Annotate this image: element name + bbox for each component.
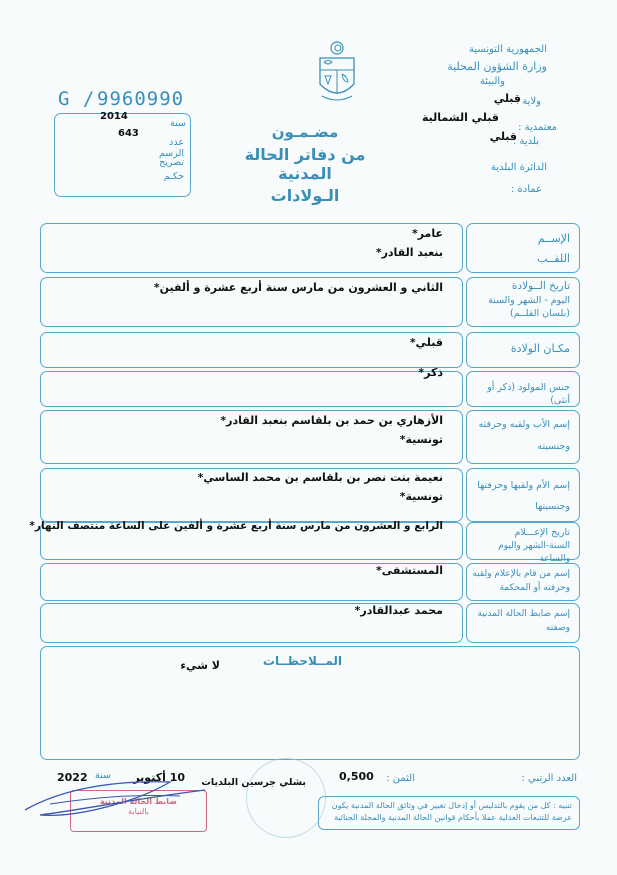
signature-icon	[20, 770, 210, 830]
baladia-label: بلدية :	[512, 136, 539, 147]
serial-number: 9960990	[97, 88, 185, 110]
row-declarant-value: المستشفى*	[376, 564, 443, 577]
row-declaration-date-value: الرابع و العشرون من مارس سنة أربع عشرة و ألفين على الساعة منتصف النهار*	[29, 520, 443, 532]
row-birthdate-label: تاريخ الــولادة	[511, 280, 570, 292]
row-father-value: الأزهاري بن حمد بن بلقاسم بنعبد القادر*	[220, 414, 443, 427]
row-father-nationality-value: تونسية*	[399, 433, 443, 446]
row-birthdate-sub-label: اليوم - الشهر والسنة	[488, 295, 570, 306]
section-title: الـولادات	[270, 186, 340, 205]
issue-day-month: 10 أكتوبر	[133, 771, 185, 784]
judgment-label: حكـم	[163, 171, 184, 182]
notice-text: تنبيه : كل من يقوم بالتدليس أو إدخال تغيير في وثائق الحالة المدنية يكون عرضة للتتبعات العدلية عملا بأحكام قوانين الحالة المدنية والمجلة الجنائية	[331, 801, 572, 822]
row-declaration-date-label: تاريخ الإعـــلام	[514, 527, 570, 538]
row-name-label: الإســم	[537, 232, 570, 245]
row-gender-label: جنس المولود (ذكر أو أنثى)	[487, 382, 570, 406]
document-title: مضـمـون	[271, 123, 339, 141]
ministry-label-2: والبيئة	[479, 76, 505, 87]
serial-prefix: G /	[58, 88, 96, 110]
row-officer-label: إسم ضابط الحالة المدنية	[477, 609, 570, 619]
row-declarant-label: إسم من قام بالإعلام ولقبه	[472, 569, 570, 579]
issue-year-label: سنة	[95, 770, 111, 781]
motamadia-label: معتمدية :	[518, 122, 557, 133]
remarks-label: المــلاحظــات	[262, 654, 342, 668]
issue-place: بشلي جرسين البلديات	[201, 777, 306, 788]
baladia-value: قبلي	[489, 130, 517, 143]
row-mother-label-box	[466, 468, 580, 522]
row-surname-label: اللقــب	[537, 252, 570, 265]
registry-number-label: العدد الرتبي :	[521, 773, 577, 784]
omada-label: عمادة :	[510, 184, 542, 195]
row-mother-nationality-label: وجنسيتها	[535, 501, 570, 512]
row-surname-value: بنعبد القادر*	[375, 246, 443, 259]
republic-label: الجمهورية التونسية	[468, 44, 547, 55]
row-father-nationality-label: وجنسيته	[537, 441, 570, 452]
price-label: الثمن :	[386, 773, 415, 784]
motamadia-value: قبلي الشمالية	[421, 111, 499, 124]
declaration-label: تصريح	[159, 157, 184, 168]
row-birthplace-label: مكـان الولادة	[510, 342, 570, 355]
row-birthplace-value: قبلي*	[409, 336, 443, 349]
registration-number-label: عدد الرسم	[158, 137, 184, 159]
ministry-label: وزارة الشؤون المحلية	[447, 60, 547, 73]
row-father-label: إسم الأب ولقبه وحرفته	[478, 419, 570, 430]
row-name-value: عامر*	[411, 227, 443, 240]
registration-year-label: سنة	[170, 118, 186, 129]
wilaya-label: ولاية :	[515, 96, 541, 107]
row-gender-value: ذكر*	[418, 366, 443, 379]
row-birthplace-value-box	[40, 332, 463, 368]
row-gender-value-box	[40, 371, 463, 407]
wilaya-value: قبلي	[493, 92, 521, 105]
row-mother-label: إسم الأم ولقبها وحرفتها	[477, 480, 570, 491]
stamp-line-1: ضابط الحالة المدنية	[99, 797, 178, 806]
row-mother-nationality-value: تونسية*	[399, 490, 443, 503]
price-value: 0,500	[339, 770, 374, 783]
daira-label: الدائرة البلدية	[490, 162, 547, 173]
row-officer-sub-label: وصفته	[545, 623, 570, 633]
registration-year-value: 2014	[100, 111, 128, 122]
row-birthdate-value: الثاني و العشرون من مارس سنة أربع عشرة و ألفين*	[153, 281, 443, 294]
issue-year-value: 2022	[57, 771, 88, 784]
document-subtitle: من دفاتر الحالة المدنية	[244, 145, 366, 183]
stamp-line-2: بالنيابة	[128, 807, 149, 816]
row-declaration-date-sub-label: السنة-الشهر واليوم والساعة	[498, 541, 570, 564]
row-officer-value: محمد عبدالقادر*	[354, 604, 443, 617]
row-mother-value: نعيمة بنت نصر بن بلقاسم بن محمد الساسي*	[197, 471, 443, 484]
row-name-label-box	[466, 223, 580, 273]
row-birthdate-pen-label: (بلسان القلــم)	[510, 308, 570, 319]
tunisia-coat-of-arms-icon	[314, 40, 360, 106]
registration-number-value: 643	[118, 128, 139, 139]
remarks-value: لا شيء	[180, 659, 220, 672]
municipal-seal-icon	[246, 758, 326, 838]
row-declarant-sub-label: وحرفته أو المحكمة	[499, 583, 570, 593]
